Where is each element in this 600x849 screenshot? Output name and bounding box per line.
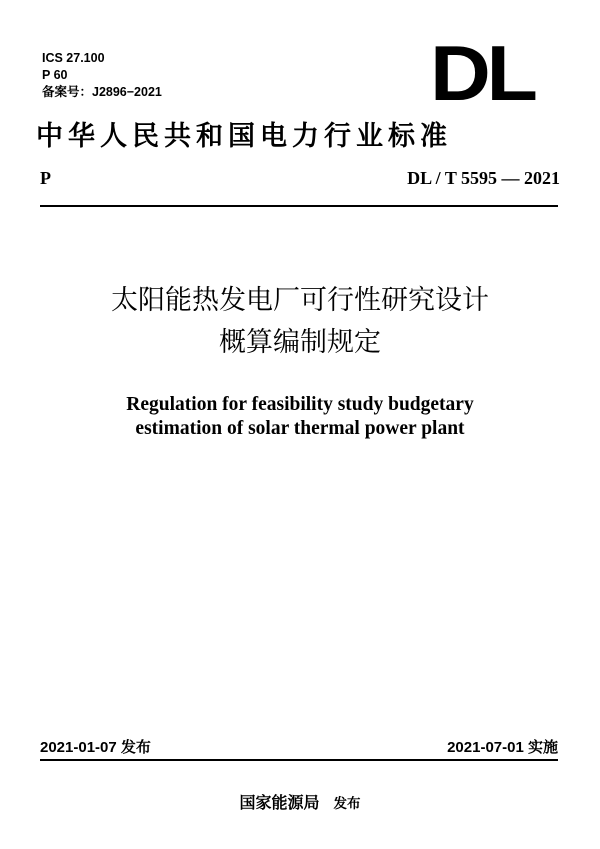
english-title-line-2: estimation of solar thermal power plant bbox=[135, 418, 465, 439]
record-number: 备案号：J2896−2021 bbox=[42, 85, 162, 99]
publish-date: 2021-01-07 发布 bbox=[40, 739, 151, 756]
classification-row bbox=[40, 168, 560, 194]
p-code: P 60 bbox=[42, 68, 68, 82]
classification-letter: P bbox=[40, 168, 51, 188]
standard-code: DL / T 5595 — 2021 bbox=[407, 168, 560, 188]
chinese-title-line-1: 太阳能热发电厂可行性研究设计 bbox=[111, 285, 489, 316]
dl-logo: DL bbox=[430, 29, 534, 117]
meta-block bbox=[42, 50, 162, 101]
english-title bbox=[0, 393, 600, 441]
implement-date: 2021-07-01 实施 bbox=[447, 739, 558, 756]
issuer-verb: 发布 bbox=[333, 796, 361, 812]
english-title-line-1: Regulation for feasibility study budgetary bbox=[126, 394, 474, 415]
ics-code: ICS 27.100 bbox=[42, 51, 105, 65]
chinese-title bbox=[0, 280, 600, 364]
issuer-name: 国家能源局 bbox=[239, 793, 320, 812]
standard-category-name: 中华人民共和国电力行业标准 bbox=[36, 121, 452, 152]
top-divider bbox=[40, 205, 558, 207]
bottom-divider bbox=[40, 759, 558, 761]
chinese-title-line-2: 概算编制规定 bbox=[219, 327, 381, 358]
issuer-line bbox=[0, 790, 600, 813]
